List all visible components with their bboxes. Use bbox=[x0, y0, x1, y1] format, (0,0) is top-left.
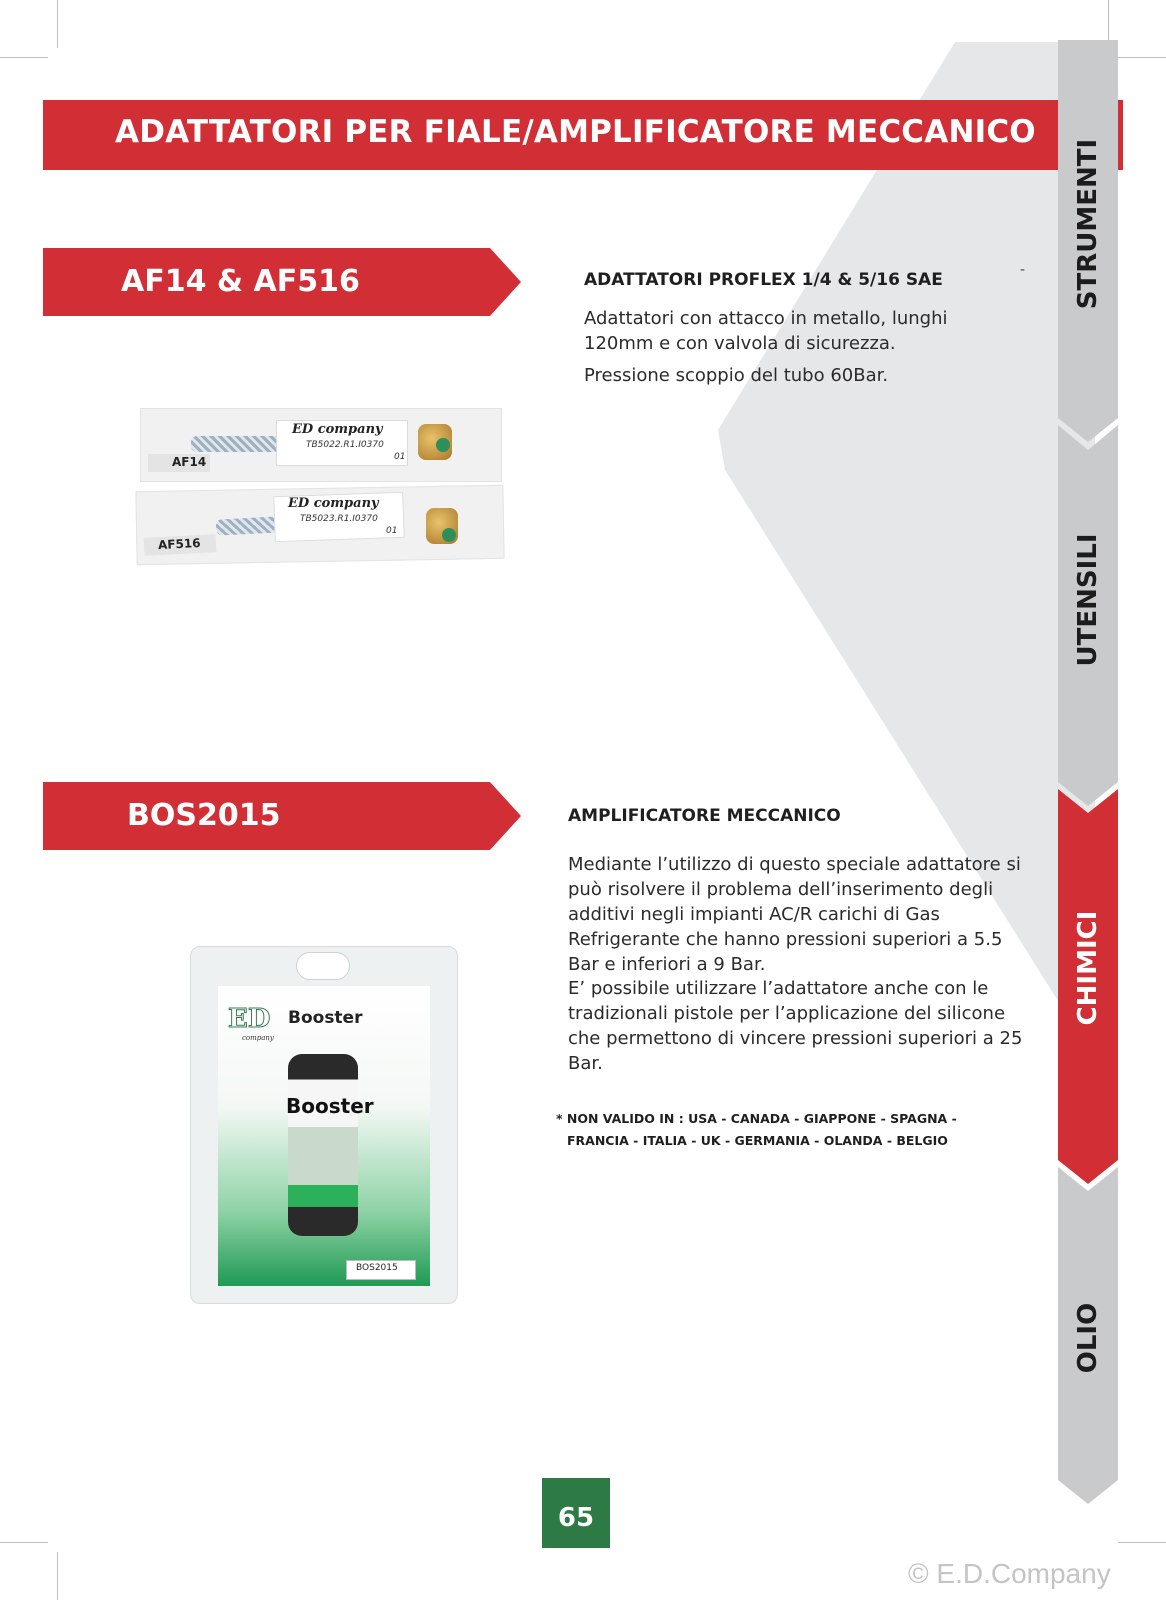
booster-can bbox=[286, 1054, 374, 1236]
product-name: Booster bbox=[288, 1008, 363, 1028]
valve-cap bbox=[442, 528, 456, 542]
can-text: Booster bbox=[286, 1094, 374, 1118]
tab-olio[interactable]: OLIO bbox=[1073, 1302, 1103, 1374]
valve-cap bbox=[436, 438, 450, 452]
section-description: Adattatori con attacco in metallo, lunghi 120mm e con valvola di sicurezza. bbox=[584, 308, 948, 354]
dash-mark: - bbox=[1020, 262, 1026, 278]
part-number: TB5022.R1.I0370 bbox=[306, 440, 384, 450]
section-banner-af14 bbox=[43, 248, 521, 316]
quantity: 01 bbox=[394, 452, 406, 462]
copyright-watermark: © E.D.Company bbox=[908, 1558, 1111, 1589]
availability-note: FRANCIA - ITALIA - UK - GERMANIA - OLANDA - BELGIO bbox=[567, 1133, 948, 1148]
tag-text: AF516 bbox=[157, 535, 201, 553]
product-image-af14-af516 bbox=[136, 408, 504, 564]
quantity: 01 bbox=[386, 526, 398, 536]
availability-note: * NON VALIDO IN : USA - CANADA - GIAPPONE - SPAGNA - bbox=[556, 1111, 957, 1126]
part-number: TB5023.R1.I0370 bbox=[300, 514, 378, 524]
section-heading: ADATTATORI PROFLEX 1/4 & 5/16 SAE bbox=[584, 270, 943, 290]
section-code: AF14 & AF516 bbox=[121, 264, 360, 299]
side-tab-strip bbox=[1058, 40, 1118, 1510]
section-heading: AMPLIFICATORE MECCANICO bbox=[568, 806, 841, 826]
brand-subtext: company bbox=[242, 1034, 274, 1042]
page-title: ADATTATORI PER FIALE/AMPLIFICATORE MECCANICO bbox=[115, 114, 1036, 150]
brand-logo: ED bbox=[228, 1004, 271, 1034]
brand-text: ED company bbox=[292, 422, 383, 437]
hang-hole bbox=[296, 952, 350, 980]
section-banner-bos2015 bbox=[43, 782, 521, 850]
tab-chimici[interactable]: CHIMICI bbox=[1073, 910, 1103, 1026]
section-description: E’ possibile utilizzare l’adattatore anche con le tradizionali pistole per l’applicazione del silicone che permettono di vincere pressioni superiori a 25 Bar. bbox=[568, 978, 1023, 1074]
brand-text: ED company bbox=[288, 496, 379, 511]
section-description: Mediante l’utilizzo di questo speciale adattatore si può risolvere il problema dell’inserimento degli additivi negli impianti AC/R carichi di Gas Refrigerante che hanno pressioni superiori a 5.5 Bar e inferiori a 9 Bar. bbox=[568, 854, 1021, 975]
tag-text: AF14 bbox=[172, 455, 207, 469]
tab-utensili[interactable]: UTENSILI bbox=[1073, 533, 1103, 667]
section-description: Pressione scoppio del tubo 60Bar. bbox=[584, 365, 889, 386]
page-number: 65 bbox=[542, 1478, 610, 1548]
product-image-bos2015 bbox=[190, 946, 456, 1302]
tab-strumenti[interactable]: STRUMENTI bbox=[1073, 138, 1103, 310]
product-tag-text: BOS2015 bbox=[356, 1263, 398, 1273]
title-bar bbox=[43, 100, 1123, 170]
section-code: BOS2015 bbox=[127, 798, 281, 833]
